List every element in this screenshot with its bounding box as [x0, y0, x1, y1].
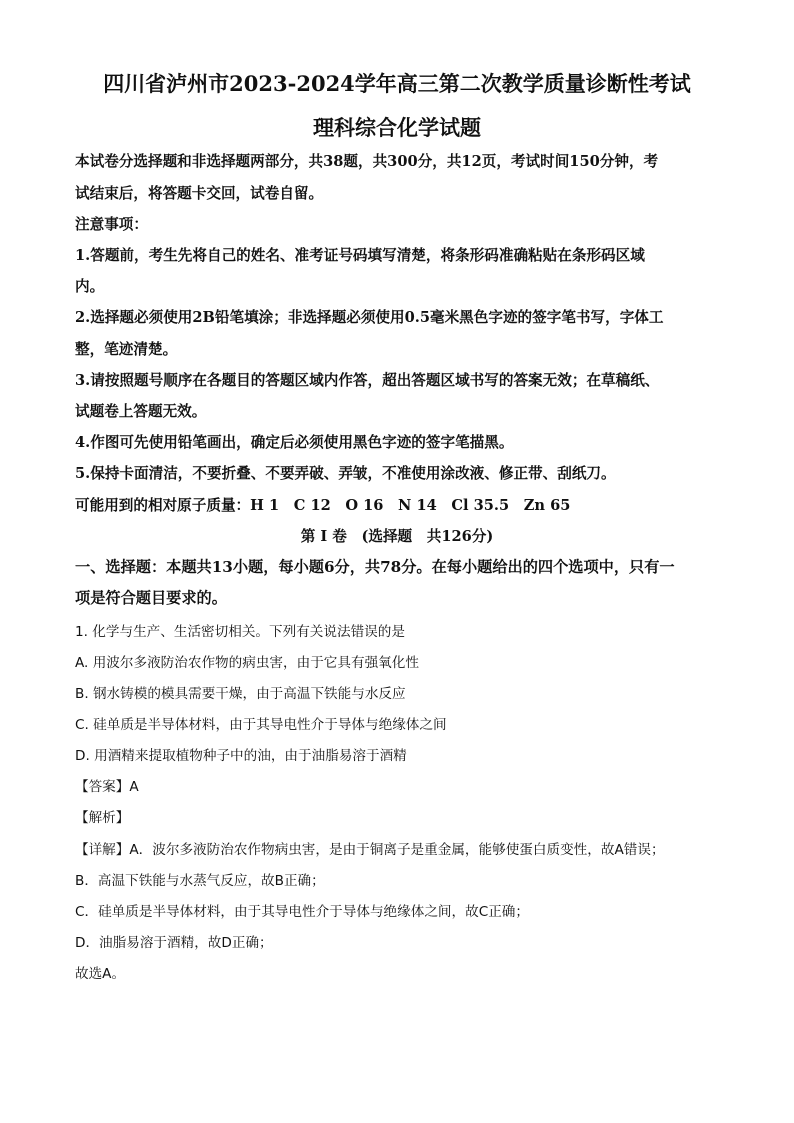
detail-a: 【详解】A．波尔多液防治农作物病虫害，是由于铜离子是重金属，能够使蛋白质变性，故A错误； — [75, 842, 665, 858]
notes-heading: 注意事项： — [75, 216, 148, 233]
question-1-option-c: C. 硅单质是半导体材料，由于其导电性介于导体与绝缘体之间 — [75, 717, 447, 733]
note-2-line-2: 整，笔迹清楚。 — [75, 341, 178, 358]
question-1-option-b: B. 钢水铸模的模具需要干燥，由于高温下铁能与水反应 — [75, 686, 406, 702]
part1-line-2: 项是符合题目要求的。 — [75, 589, 227, 607]
note-4: 4.作图可先使用铅笔画出，确定后必须使用黑色字迹的签字笔描黑。 — [75, 434, 514, 451]
analysis-label: 【解析】 — [75, 810, 130, 826]
intro-line-2: 试结束后，将答题卡交回，试卷自留。 — [75, 185, 324, 202]
question-1-option-a: A. 用波尔多液防治农作物的病虫害，由于它具有强氧化性 — [75, 655, 419, 671]
note-5: 5.保持卡面清洁，不要折叠、不要弄破、弄皱，不准使用涂改液、修正带、刮纸刀。 — [75, 465, 616, 482]
answer-label: 【答案】A — [75, 779, 139, 795]
question-1-stem: 1. 化学与生产、生活密切相关。下列有关说法错误的是 — [75, 624, 405, 640]
note-3-line-2: 试题卷上答题无效。 — [75, 403, 207, 420]
exam-title: 四川省泸州市2023-2024学年高三第二次教学质量诊断性考试 — [103, 71, 691, 96]
atomic-masses: 可能用到的相对原子质量：H 1 C 12 O 16 N 14 Cl 35.5 Zn 65 — [75, 497, 571, 514]
detail-d: D．油脂易溶于酒精，故D正确； — [75, 935, 273, 951]
note-1-line-2: 内。 — [75, 278, 105, 295]
detail-b: B．高温下铁能与水蒸气反应，故B正确； — [75, 873, 325, 889]
note-3-line-1: 3.请按照题号顺序在各题目的答题区域内作答，超出答题区域书写的答案无效；在草稿纸、 — [75, 372, 660, 389]
exam-subtitle: 理科综合化学试题 — [313, 115, 481, 140]
question-1-option-d: D. 用酒精来提取植物种子中的油，由于油脂易溶于酒精 — [75, 748, 407, 764]
note-2-line-1: 2.选择题必须使用2B铅笔填涂；非选择题必须使用0.5毫米黑色字迹的签字笔书写，字体工 — [75, 309, 664, 326]
conclusion: 故选A。 — [75, 966, 126, 982]
detail-c: C．硅单质是半导体材料，由于其导电性介于导体与绝缘体之间，故C正确； — [75, 904, 529, 920]
part1-line-1: 一、选择题：本题共13小题，每小题6分，共78分。在每小题给出的四个选项中，只有一 — [75, 558, 675, 576]
section-title: 第 I 卷 (选择题 共126分) — [300, 528, 494, 545]
note-1-line-1: 1.答题前，考生先将自己的姓名、准考证号码填写清楚，将条形码准确粘贴在条形码区域 — [75, 247, 645, 264]
intro-line-1: 本试卷分选择题和非选择题两部分，共38题，共300分，共12页，考试时间150分钟，考 — [75, 153, 659, 170]
